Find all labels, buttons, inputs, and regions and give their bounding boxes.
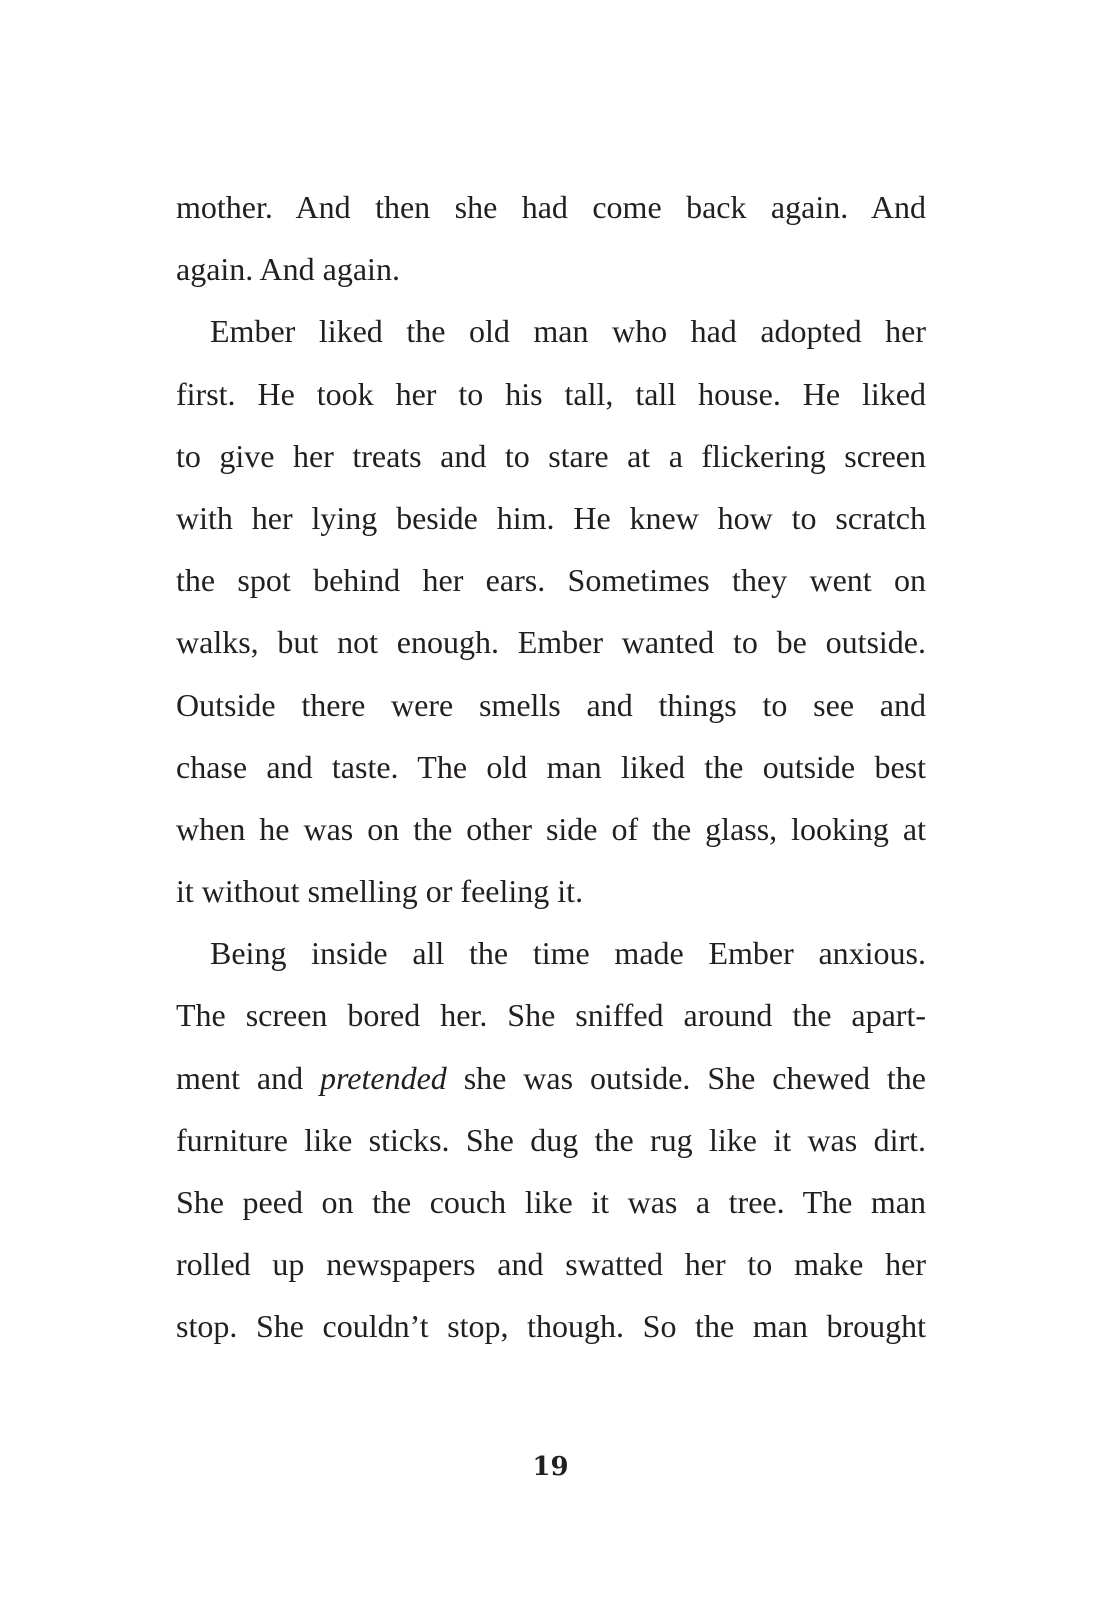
page-body-text: [176, 176, 926, 1358]
text-line: to give her treats and to stare at a flickering screen: [176, 437, 926, 474]
text-line-with-italic: [176, 1047, 926, 1109]
text-line: chase and taste. The old man liked the outside best: [176, 748, 926, 785]
text-line: walks, but not enough. Ember wanted to be outside.: [176, 624, 926, 661]
text-line: with her lying beside him. He knew how to scratch: [176, 499, 926, 536]
text-line: again. And again.: [176, 251, 400, 288]
text-line: rolled up newspapers and swatted her to make her: [176, 1246, 926, 1283]
text-line: furniture like sticks. She dug the rug like it was dirt.: [176, 1121, 926, 1158]
text-line: mother. And then she had come back again. And: [176, 189, 926, 225]
text-line: first. He took her to his tall, tall house. He liked: [176, 375, 926, 412]
text-line: when he was on the other side of the glass, looking at: [176, 810, 926, 847]
text-fragment: she was outside. She chewed the: [446, 1059, 926, 1096]
text-line: Being inside all the time made Ember anxious.: [210, 935, 926, 972]
italic-word: pretended: [320, 1059, 447, 1096]
text-line: the spot behind her ears. Sometimes they went on: [176, 562, 926, 599]
text-line: Outside there were smells and things to see and: [176, 686, 926, 723]
text-line: Ember liked the old man who had adopted her: [210, 313, 926, 350]
text-line: The screen bored her. She sniffed around the apart-: [176, 997, 926, 1034]
page-number: 19: [532, 1452, 569, 1482]
text-fragment: ment and: [176, 1059, 321, 1096]
text-line: She peed on the couch like it was a tree. The man: [176, 1184, 926, 1220]
text-line: it without smelling or feeling it.: [176, 873, 584, 910]
text-line: stop. She couldn’t stop, though. So the man brought: [176, 1308, 926, 1345]
